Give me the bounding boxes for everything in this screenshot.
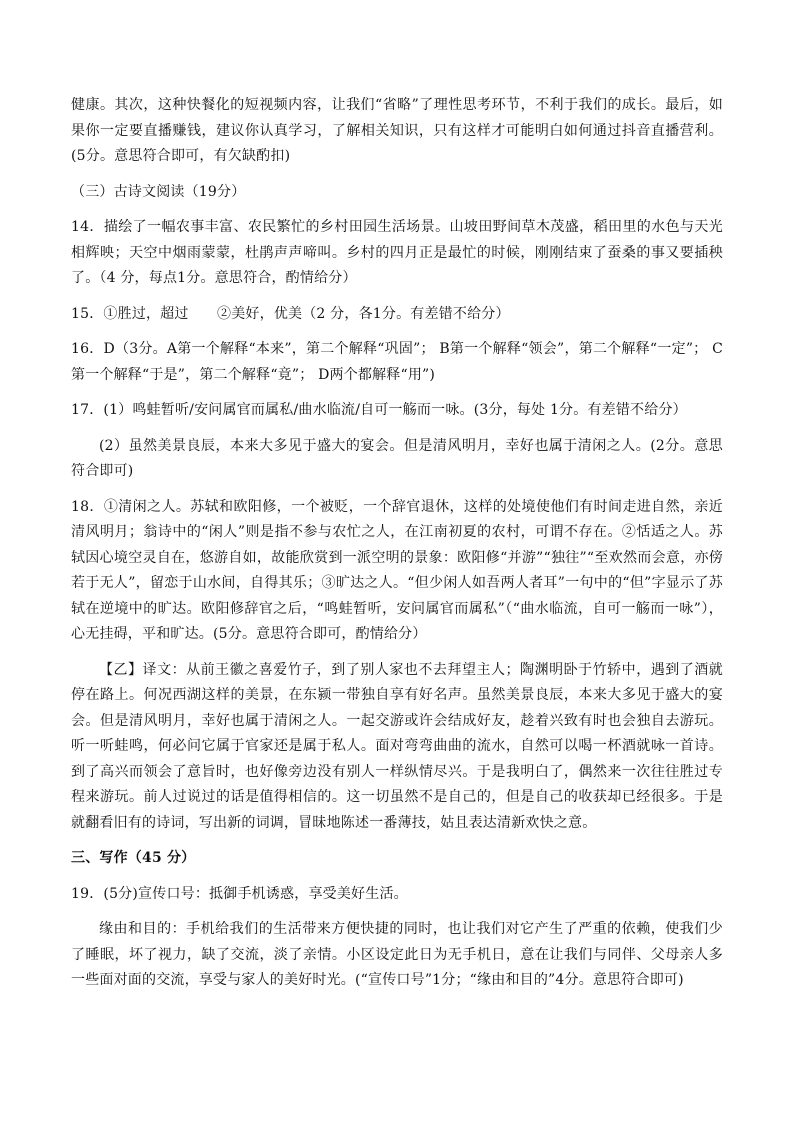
section-heading-writing: 三、写作（45 分） xyxy=(71,850,196,866)
answer-sheet-page xyxy=(71,93,723,994)
translation-paragraph: 【乙】译文：从前王徽之喜爱竹子，到了别人家也不去拜望主人；陶渊明卧于竹轿中，遇到了酒就停在路上。何况西湖这样的美景，在东颍一带独自享有好名声。虽然美景良辰，本来大多见于盛大的宴会。但是清风明月，幸好也属于清闲之人。一起交游或许会结成好友，趁着兴致有时也会独自去游玩。听一听蛙鸣，何必问它属于官家还是属于私人。面对弯弯曲曲的流水，自然可以喝一杯酒就咏一首诗。到了高兴而领会了意旨时，也好像旁边没有别人一样纵情尽兴。于是我明白了，偶然来一次往往胜过专程来游玩。前人过说过的话是值得相信的。这一切虽然不是自己的，但是自己的收获却已经很多。于是就翻看旧有的诗词，写出新的词调，冒昧地陈述一番薄技，姑且表达清新欢快之意。 xyxy=(71,661,723,831)
answer-17-part-1: 17．(1）鸣蛙暂听/安问属官而属私/曲水临流/自可一觞而一咏。(3分，每处 1分。有差错不给分） xyxy=(71,402,687,418)
answer-15: 15．①胜过，超过 ②美好，优美（2 分，各1分。有差错不给分） xyxy=(71,305,510,322)
answer-19-reason: 缘由和目的：手机给我们的生活带来方便快捷的同时，也让我们对它产生了严重的依赖，使我们少了睡眠，坏了视力，缺了交流，淡了亲情。小区设定此日为无手机日，意在让我们与同伴、父母亲人多一些面对面的交流，享受与家人的美好时光。(“宣传口号”1分；“缘由和目的”4分。意思符合即可) xyxy=(71,921,723,988)
section-heading-classical-poetry: （三）古诗文阅读（19分） xyxy=(71,183,246,200)
answer-16: 16．D（3分。A第一个解释“本来”，第二个解释“巩固”； B第一个解释“领会”，第二个解释“一定”； C第一个解释“于是”，第二个解释“竟”； D两个都解释“用”) xyxy=(71,341,723,383)
answer-14: 14．描绘了一幅农事丰富、农民繁忙的乡村田园生活场景。山坡田野间草木茂盛，稻田里的水色与天光相辉映；天空中烟雨蒙蒙，杜鹃声声啼叫。乡村的四月正是最忙的时候，刚刚结束了蚕桑的事又要插秧了。（4 分，每点1分。意思符合，酌情给分） xyxy=(71,219,723,286)
paragraph-continuation: 健康。其次，这种快餐化的短视频内容，让我们“省略”了理性思考环节，不利于我们的成长。最后，如果你一定要直播赚钱，建议你认真学习，了解相关知识，只有这样才可能明白如何通过抖音直播营利。(5分。意思符合即可，有欠缺酌扣) xyxy=(71,97,723,164)
answer-18: 18．①清闲之人。苏轼和欧阳修，一个被贬，一个辞官退休，这样的处境使他们有时间走进自然，亲近清风明月；翁诗中的“闲人”则是指不参与农忙之人，在江南初夏的农村，可谓不存在。②恬适之人。苏轼因心境空灵自在，悠游自如，故能欣赏到一派空明的景象：欧阳修“并游”“独往”“至欢然而会意，亦傍若于无人”，留恋于山水间，自得其乐；③旷达之人。“但少闲人如吾两人者耳”一句中的“但”字显示了苏轼在逆境中的旷达。欧阳修辞官之后，“鸣蛙暂听，安问属官而属私”（“曲水临流，自可一觞而一咏”），心无挂碍，平和旷达。(5分。意思符合即可，酌情给分） xyxy=(71,498,723,642)
answer-19: 19．(5分)宣传口号：抵御手机诱惑，享受美好生活。 xyxy=(71,885,408,902)
answer-17-part-2: (2）虽然美景良辰，本来大多见于盛大的宴会。但是清风明月，幸好也属于清闲之人。(2分。意思符合即可) xyxy=(71,437,723,479)
